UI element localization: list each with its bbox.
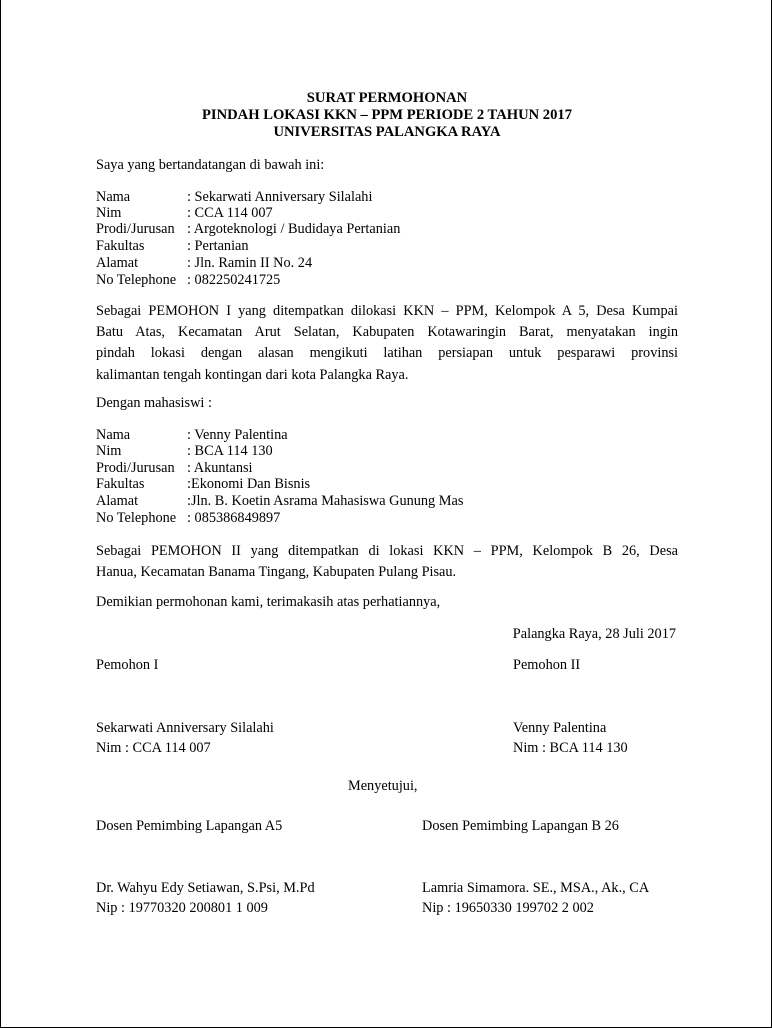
applicant1-signature-name: Sekarwati Anniversary Silalahi: [96, 720, 274, 736]
applicant2-signature-name: Venny Palentina: [513, 720, 607, 736]
field-label: Alamat: [96, 493, 139, 509]
applicant1-signature-title: Pemohon I: [96, 657, 159, 673]
field-label: No Telephone: [96, 272, 177, 288]
statement-line: Sebagai PEMOHON I yang ditempatkan dilokasi KKN – PPM, Kelompok A 5, Desa Kumpai: [96, 303, 678, 319]
field-value: : Sekarwati Anniversary Silalahi: [187, 189, 373, 205]
intro-text: Saya yang bertandatangan di bawah ini:: [96, 157, 325, 173]
field-value: : 085386849897: [187, 510, 281, 526]
field-value: : Pertanian: [187, 238, 249, 254]
field-value: :Jln. B. Koetin Asrama Mahasiswa Gunung Mas: [187, 493, 464, 509]
field-label: Nim: [96, 205, 122, 221]
field-label: Fakultas: [96, 476, 145, 492]
supervisor1-name: Dr. Wahyu Edy Setiawan, S.Psi, M.Pd: [96, 880, 315, 896]
applicant2-signature-title: Pemohon II: [513, 657, 581, 673]
statement-line: Sebagai PEMOHON II yang ditempatkan di lokasi KKN – PPM, Kelompok B 26, Desa: [96, 543, 678, 559]
applicant1-statement: [96, 301, 678, 386]
statement-line: Hanua, Kecamatan Banama Tingang, Kabupaten Pulang Pisau.: [96, 564, 457, 581]
statement-line: pindah lokasi dengan alasan mengikuti latihan persiapan untuk pesparawi provinsi: [96, 345, 678, 362]
letter-title: SURAT PERMOHONAN: [306, 90, 468, 106]
statement-line: Batu Atas, Kecamatan Arut Selatan, Kabupaten Kotawaringin Barat, menyatakan ingin: [96, 324, 678, 341]
approval-label: Menyetujui,: [348, 778, 418, 794]
field-value: : Venny Palentina: [187, 427, 288, 443]
supervisor1-title: Dosen Pemimbing Lapangan A5: [96, 818, 283, 834]
with-student-text: Dengan mahasiswi :: [96, 395, 212, 411]
field-label: Nama: [96, 427, 131, 443]
field-label: No Telephone: [96, 510, 177, 526]
field-value: : CCA 114 007: [187, 205, 273, 221]
university-name: UNIVERSITAS PALANGKA RAYA: [273, 124, 501, 140]
field-value: : Akuntansi: [187, 460, 253, 476]
supervisor2-name: Lamria Simamora. SE., MSA., Ak., CA: [422, 880, 650, 896]
field-value: : BCA 114 130: [187, 443, 273, 459]
field-label: Nama: [96, 189, 131, 205]
place-date: Palangka Raya, 28 Juli 2017: [512, 626, 676, 642]
supervisor1-nip: Nip : 19770320 200801 1 009: [96, 900, 268, 916]
applicant2-signature-nim: Nim : BCA 114 130: [513, 740, 628, 756]
closing-text: Demikian permohonan kami, terimakasih atas perhatiannya,: [96, 594, 441, 610]
supervisor2-title: Dosen Pemimbing Lapangan B 26: [422, 818, 619, 834]
supervisor2-nip: Nip : 19650330 199702 2 002: [422, 900, 594, 916]
field-label: Alamat: [96, 255, 139, 271]
statement-line: kalimantan tengah kontingan dari kota Palangka Raya.: [96, 366, 409, 383]
field-label: Nim: [96, 443, 122, 459]
field-value: :Ekonomi Dan Bisnis: [187, 476, 311, 492]
field-value: : 082250241725: [187, 272, 281, 288]
field-label: Fakultas: [96, 238, 145, 254]
field-label: Prodi/Jurusan: [96, 460, 175, 476]
applicant2-statement: [96, 541, 678, 583]
field-value: : Jln. Ramin II No. 24: [187, 255, 313, 271]
applicant1-signature-nim: Nim : CCA 114 007: [96, 740, 211, 756]
letter-subtitle: PINDAH LOKASI KKN – PPM PERIODE 2 TAHUN 2017: [202, 107, 572, 123]
field-label: Prodi/Jurusan: [96, 221, 175, 237]
field-value: : Argoteknologi / Budidaya Pertanian: [187, 221, 401, 237]
